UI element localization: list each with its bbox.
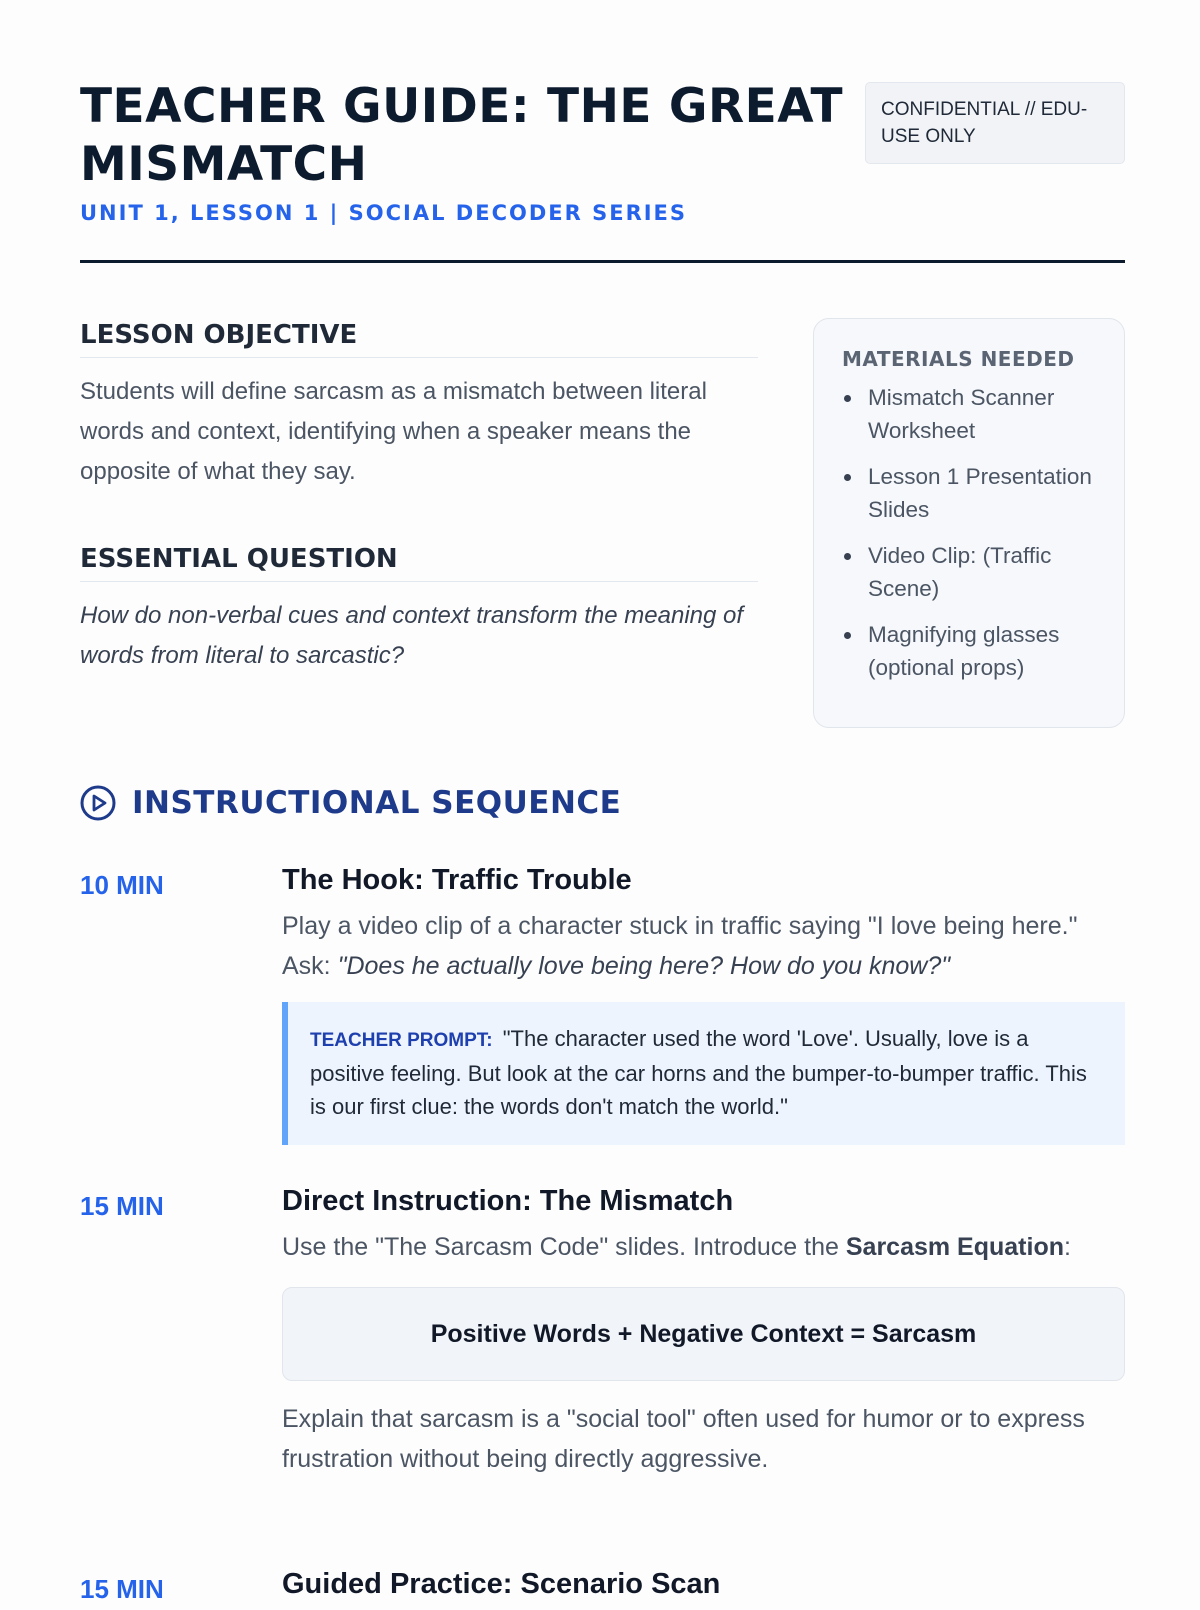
step-title: Guided Practice: Scenario Scan bbox=[282, 1568, 721, 1600]
material-label: Mismatch Scanner Worksheet bbox=[868, 385, 1055, 443]
teacher-prompt-callout bbox=[282, 1002, 1125, 1145]
sequence-heading-row bbox=[80, 785, 621, 821]
step-title: The Hook: Traffic Trouble bbox=[282, 864, 632, 896]
step-content bbox=[282, 862, 1125, 1145]
bullet-icon bbox=[844, 474, 851, 481]
sequence-heading: INSTRUCTIONAL SEQUENCE bbox=[132, 785, 622, 821]
bullet-icon bbox=[844, 632, 851, 639]
material-label: Magnifying glasses (optional props) bbox=[868, 622, 1060, 680]
step-description bbox=[282, 1227, 1125, 1267]
step-content bbox=[282, 1183, 1125, 1479]
essential-question-text: How do non-verbal cues and context transform the meaning of words from literal to sarcastic? bbox=[80, 602, 744, 669]
material-label: Lesson 1 Presentation Slides bbox=[868, 464, 1092, 522]
teacher-prompt-label: TEACHER PROMPT: bbox=[310, 1030, 493, 1051]
list-item bbox=[842, 618, 1098, 684]
header-divider bbox=[80, 260, 1125, 263]
materials-card bbox=[813, 318, 1125, 728]
bullet-icon bbox=[844, 395, 851, 402]
objective-section bbox=[80, 320, 758, 492]
essential-question-section bbox=[80, 544, 758, 676]
step-text: Play a video clip of a character stuck in traffic saying "I love being here." Ask: bbox=[282, 912, 1078, 980]
materials-heading: MATERIALS NEEDED bbox=[842, 347, 1075, 371]
header bbox=[80, 78, 1125, 225]
essential-question-heading: ESSENTIAL QUESTION bbox=[80, 544, 758, 582]
bullet-icon bbox=[844, 553, 851, 560]
materials-list bbox=[842, 381, 1098, 684]
step-title: Direct Instruction: The Mismatch bbox=[282, 1185, 734, 1217]
step-duration: 10 MIN bbox=[80, 870, 164, 900]
step-text: : bbox=[1064, 1233, 1071, 1261]
sarcasm-equation: Positive Words + Negative Context = Sarcasm bbox=[282, 1287, 1125, 1381]
page-subtitle: UNIT 1, LESSON 1 | SOCIAL DECODER SERIES bbox=[80, 201, 688, 225]
step-description bbox=[282, 906, 1125, 986]
confidential-badge: CONFIDENTIAL // EDU-USE ONLY bbox=[865, 82, 1125, 164]
list-item bbox=[842, 539, 1098, 605]
step-content bbox=[282, 1566, 1125, 1610]
step-question: "Does he actually love being here? How do you know?" bbox=[337, 952, 951, 980]
step-emphasis: Sarcasm Equation bbox=[845, 1233, 1064, 1261]
step-duration: 15 MIN bbox=[80, 1574, 164, 1604]
objective-text: Students will define sarcasm as a mismatch between literal words and context, identifying when a speaker means the opposite of what they say. bbox=[80, 378, 707, 485]
list-item bbox=[842, 381, 1098, 447]
objective-heading: LESSON OBJECTIVE bbox=[80, 320, 758, 358]
list-item bbox=[842, 460, 1098, 526]
material-label: Video Clip: (Traffic Scene) bbox=[868, 543, 1052, 601]
overview-column bbox=[80, 320, 758, 676]
teacher-prompt-text: "The character used the word 'Love'. Usually, love is a positive feeling. But look at the car horns and the bumper-to-bumper traffic. This is our first clue: the words don't match the world." bbox=[310, 1026, 1087, 1119]
play-circle-icon bbox=[80, 785, 116, 821]
step-duration: 15 MIN bbox=[80, 1191, 164, 1221]
step-text: Use the "The Sarcasm Code" slides. Introduce the bbox=[282, 1233, 846, 1261]
page-title: TEACHER GUIDE: THE GREAT MISMATCH bbox=[80, 79, 844, 192]
step-explanation: Explain that sarcasm is a "social tool" often used for humor or to express frustration without being directly aggressive. bbox=[282, 1405, 1085, 1473]
